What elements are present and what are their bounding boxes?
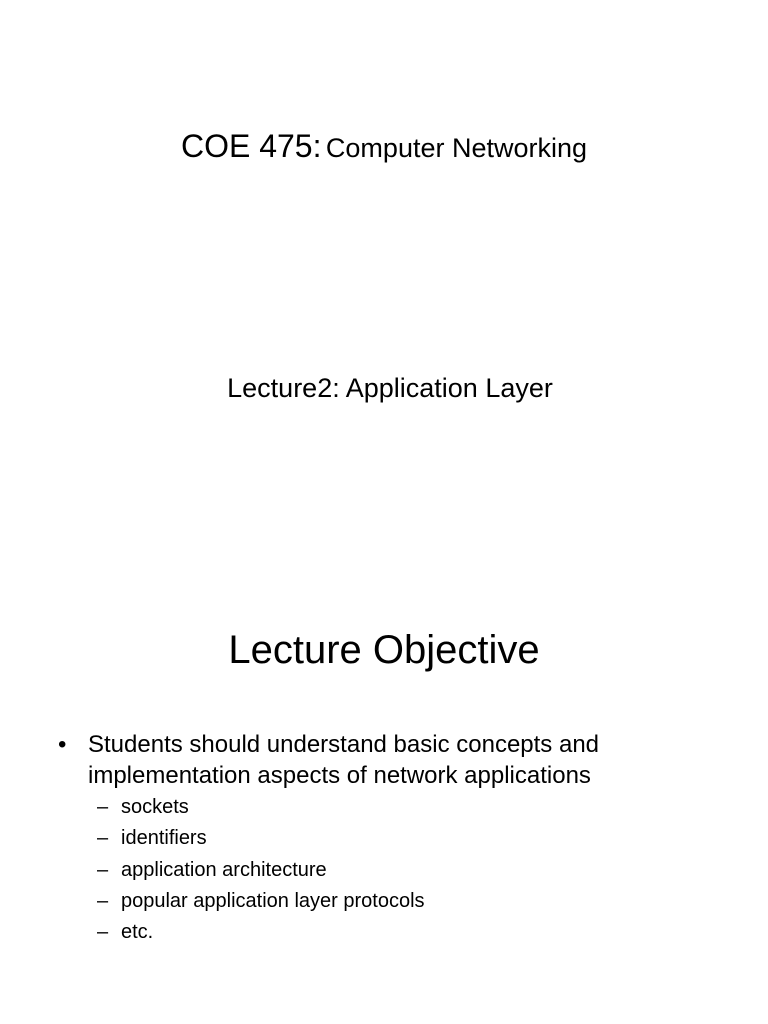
course-title bbox=[0, 128, 768, 171]
sub-bullet-text: popular application layer protocols bbox=[121, 889, 425, 912]
lecture-title: Lecture2: Application Layer bbox=[227, 373, 553, 403]
sub-bullet-list bbox=[97, 796, 425, 952]
dash-icon: – bbox=[97, 858, 109, 881]
course-name: Computer Networking bbox=[325, 133, 588, 163]
sub-bullet-item bbox=[97, 921, 425, 952]
sub-bullet-text: etc. bbox=[121, 921, 154, 943]
sub-bullet-text: sockets bbox=[121, 796, 189, 818]
sub-bullet-text: identifiers bbox=[121, 827, 207, 850]
main-bullet-text: Students should understand basic concepts and implementation aspects of network applications bbox=[88, 731, 600, 789]
dash-icon: – bbox=[97, 827, 109, 850]
sub-bullet-item bbox=[97, 890, 425, 921]
sub-bullet-text: application architecture bbox=[121, 858, 327, 881]
course-code: COE 475: bbox=[180, 128, 322, 164]
dash-icon: – bbox=[97, 889, 109, 912]
dash-icon: – bbox=[97, 921, 109, 943]
objective-slide bbox=[0, 512, 768, 1024]
main-bullet bbox=[58, 729, 698, 791]
bullet-dot-icon: • bbox=[58, 731, 67, 758]
sub-bullet-item bbox=[97, 859, 425, 890]
sub-bullet-item bbox=[97, 796, 425, 827]
slide-heading: Lecture Objective bbox=[228, 628, 540, 672]
dash-icon: – bbox=[97, 796, 109, 818]
sub-bullet-item bbox=[97, 827, 425, 858]
